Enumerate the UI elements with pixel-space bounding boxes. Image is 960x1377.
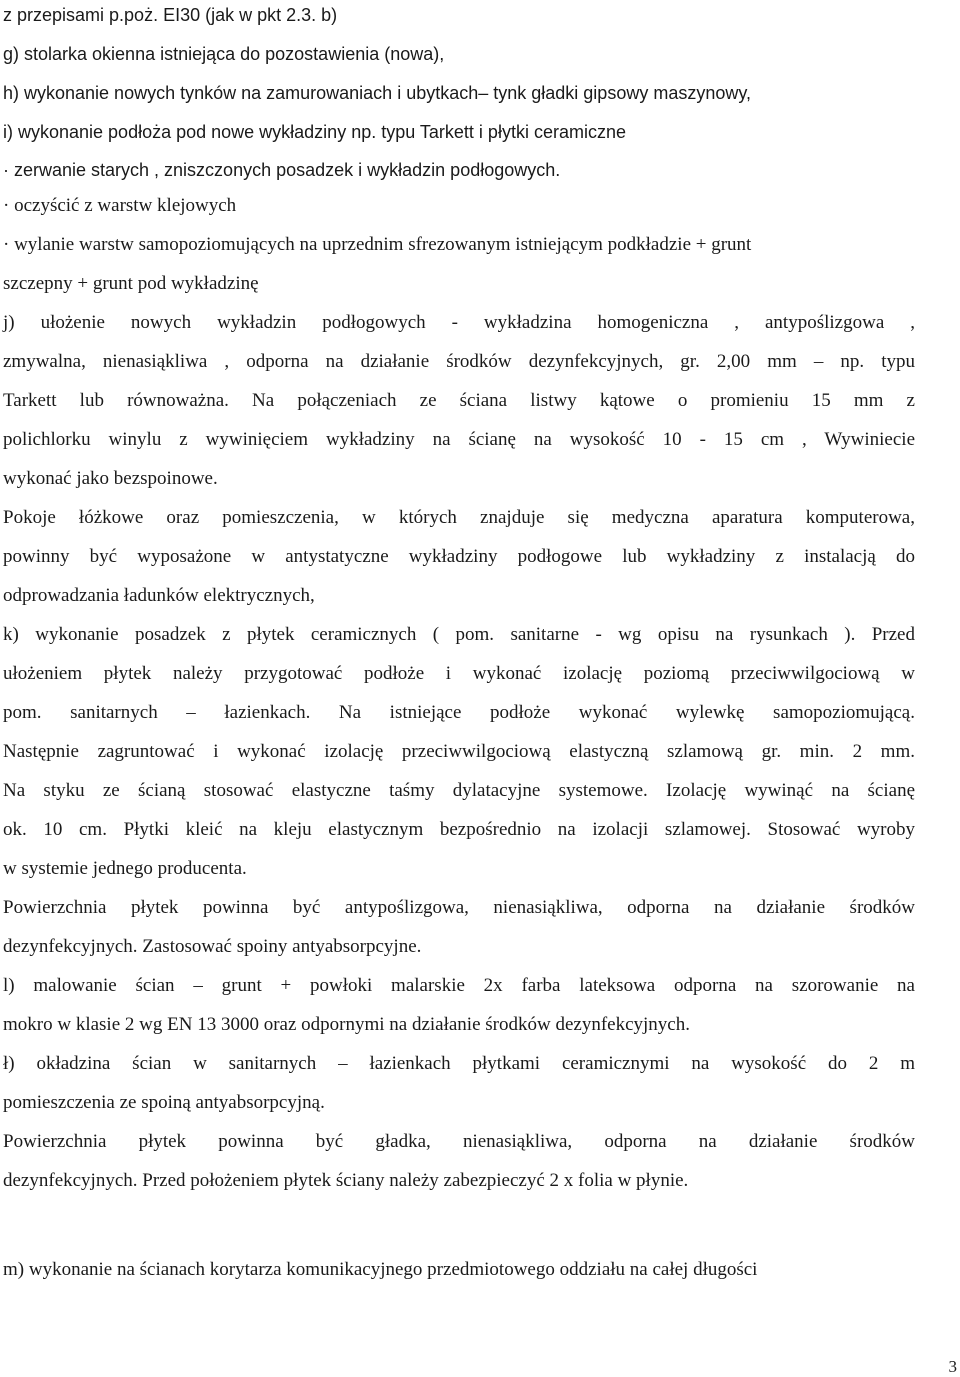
text-line: pom. sanitarnych – łazienkach. Na istniejące podłoże wykonać wylewkę samopoziomującą.	[3, 702, 915, 723]
text-line: Na styku ze ścianą stosować elastyczne taśmy dylatacyjne systemowe. Izolację wywinąć na ścianę	[3, 780, 915, 801]
text-line: powinny być wyposażone w antystatyczne wykładziny podłogowe lub wykładziny z instalacją do	[3, 546, 915, 567]
text-line: h) wykonanie nowych tynków na zamurowaniach i ubytkach– tynk gładki gipsowy maszynowy,	[3, 83, 752, 103]
text-line: ułożeniem płytek należy przygotować podłoże i wykonać izolację poziomą przeciwwilgociową w	[3, 663, 915, 684]
text-line: j) ułożenie nowych wykładzin podłogowych - wykładzina homogeniczna , antypoślizgowa ,	[3, 312, 915, 333]
text-line: · oczyścić z warstw klejowych	[3, 195, 237, 216]
text-line: dezynfekcyjnych. Przed położeniem płytek ściany należy zabezpieczyć 2 x folia w płynie.	[3, 1170, 689, 1191]
text-line: zmywalna, nienasiąkliwa , odporna na działanie środków dezynfekcyjnych, gr. 2,00 mm – np. typu	[3, 351, 915, 372]
text-line: polichlorku winylu z wywinięciem wykładziny na ścianę na wysokość 10 - 15 cm , Wywiniecie	[3, 429, 915, 450]
page-number: 3	[948, 1357, 957, 1376]
text-line: Pokoje łóżkowe oraz pomieszczenia, w których znajduje się medyczna aparatura komputerowa,	[3, 507, 915, 528]
text-line: ok. 10 cm. Płytki kleić na kleju elastycznym bezpośrednio na izolacji szlamowej. Stosować wyroby	[3, 819, 915, 840]
text-line: Tarkett lub równoważna. Na połączeniach ze ściana listwy kątowe o promieniu 15 mm z	[3, 390, 915, 411]
text-line: odprowadzania ładunków elektrycznych,	[3, 585, 315, 606]
text-line: Powierzchnia płytek powinna być gładka, nienasiąkliwa, odporna na działanie środków	[3, 1131, 915, 1152]
text-line: i) wykonanie podłoża pod nowe wykładziny np. typu Tarkett i płytki ceramiczne	[3, 122, 626, 142]
text-line: szczepny + grunt pod wykładzinę	[3, 273, 259, 294]
text-line: m) wykonanie na ścianach korytarza komunikacyjnego przedmiotowego oddziału na całej długości	[3, 1259, 758, 1280]
text-line: w systemie jednego producenta.	[3, 858, 247, 879]
text-line: ł) okładzina ścian w sanitarnych – łazienkach płytkami ceramicznymi na wysokość do 2 m	[3, 1053, 915, 1074]
text-line: mokro w klasie 2 wg EN 13 3000 oraz odpornymi na działanie środków dezynfekcyjnych.	[3, 1014, 690, 1035]
text-line: Powierzchnia płytek powinna być antypoślizgowa, nienasiąkliwa, odporna na działanie środków	[3, 897, 915, 918]
text-line: dezynfekcyjnych. Zastosować spoiny antyabsorpcyjne.	[3, 936, 422, 957]
text-line: l) malowanie ścian – grunt + powłoki malarskie 2x farba lateksowa odporna na szorowanie na	[3, 975, 915, 996]
text-line: k) wykonanie posadzek z płytek ceramicznych ( pom. sanitarne - wg opisu na rysunkach ). Przed	[3, 624, 915, 645]
text-line: wykonać jako bezspoinowe.	[3, 468, 218, 489]
text-line: g) stolarka okienna istniejąca do pozostawienia (nowa),	[3, 44, 445, 64]
text-line: · wylanie warstw samopoziomujących na uprzednim sfrezowanym istniejącym podkładzie + grunt	[3, 234, 752, 255]
text-line: z przepisami p.poż. EI30 (jak w pkt 2.3. b)	[3, 5, 338, 25]
text-line: · zerwanie starych , zniszczonych posadzek i wykładzin podłogowych.	[3, 160, 561, 180]
text-line: Następnie zagruntować i wykonać izolację przeciwwilgociową elastyczną szlamową gr. min. 2 mm.	[3, 741, 915, 762]
text-line: pomieszczenia ze spoiną antyabsorpcyjną.	[3, 1092, 325, 1113]
